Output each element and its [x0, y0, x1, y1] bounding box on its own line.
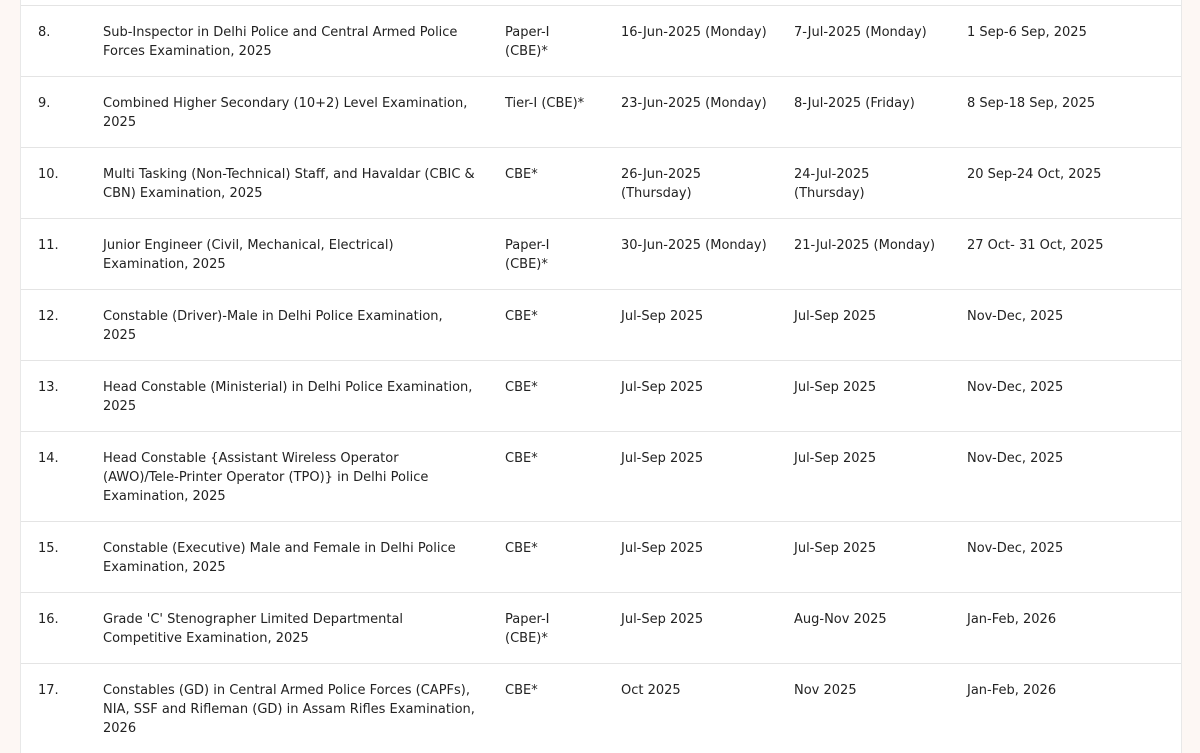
cell-exam-date: Nov-Dec, 2025 — [950, 290, 1181, 361]
cell-notice: 23-Jun-2025 (Monday) — [604, 77, 777, 148]
cell-notice: Jul-Sep 2025 — [604, 593, 777, 664]
cell-exam-date: 27 Oct- 31 Oct, 2025 — [950, 219, 1181, 290]
cell-closing: Jul-Sep 2025 — [777, 290, 950, 361]
cell-paper: CBE* — [488, 361, 604, 432]
cell-exam-date: Jan-Feb, 2026 — [950, 664, 1181, 753]
cell-exam-date: Nov-Dec, 2025 — [950, 361, 1181, 432]
cell-paper: CBE* — [488, 290, 604, 361]
table-row — [21, 361, 1181, 432]
table-row — [21, 664, 1181, 753]
cell-closing: Nov 2025 — [777, 664, 950, 753]
cell-exam-date: 8 Sep-18 Sep, 2025 — [950, 77, 1181, 148]
cell-no: 10. — [21, 148, 86, 219]
cell-paper: Tier-I (CBE)* — [488, 77, 604, 148]
cell-exam-date: Nov-Dec, 2025 — [950, 522, 1181, 593]
cell-paper: CBE* — [488, 664, 604, 753]
cell-notice: 30-Jun-2025 (Monday) — [604, 219, 777, 290]
cell-notice: 26-Jun-2025 (Thursday) — [604, 148, 777, 219]
cell-closing: Jul-Sep 2025 — [777, 361, 950, 432]
table-row — [21, 219, 1181, 290]
cell-exam-date: Jan-Feb, 2026 — [950, 593, 1181, 664]
cell-exam: Grade 'C' Stenographer Limited Departmental Competitive Examination, 2025 — [86, 593, 488, 664]
table-row — [21, 593, 1181, 664]
cell-closing: Jul-Sep 2025 — [777, 522, 950, 593]
cell-no: 12. — [21, 290, 86, 361]
cell-no: 15. — [21, 522, 86, 593]
cell-paper: Paper-I (CBE)* — [488, 593, 604, 664]
cell-no: 14. — [21, 432, 86, 522]
cell-exam: Constables (GD) in Central Armed Police Forces (CAPFs), NIA, SSF and Rifleman (GD) in Assam Rifles Examination, 2026 — [86, 664, 488, 753]
cell-paper: Paper-I (CBE)* — [488, 219, 604, 290]
cell-closing: 8-Jul-2025 (Friday) — [777, 77, 950, 148]
cell-exam: Combined Higher Secondary (10+2) Level Examination, 2025 — [86, 77, 488, 148]
cell-no: 8. — [21, 6, 86, 77]
cell-exam: Sub-Inspector in Delhi Police and Central Armed Police Forces Examination, 2025 — [86, 6, 488, 77]
cell-closing: Jul-Sep 2025 — [777, 432, 950, 522]
cell-no: 9. — [21, 77, 86, 148]
cell-notice: 16-Jun-2025 (Monday) — [604, 6, 777, 77]
cell-no: 13. — [21, 361, 86, 432]
table-row — [21, 77, 1181, 148]
cell-exam: Multi Tasking (Non-Technical) Staff, and Havaldar (CBIC & CBN) Examination, 2025 — [86, 148, 488, 219]
cell-notice: Oct 2025 — [604, 664, 777, 753]
cell-paper: CBE* — [488, 432, 604, 522]
table-row — [21, 148, 1181, 219]
cell-exam-date: 20 Sep-24 Oct, 2025 — [950, 148, 1181, 219]
cell-exam: Constable (Driver)-Male in Delhi Police Examination, 2025 — [86, 290, 488, 361]
cell-exam: Head Constable (Ministerial) in Delhi Police Examination, 2025 — [86, 361, 488, 432]
cell-paper: Paper-I (CBE)* — [488, 6, 604, 77]
cell-exam-date: Nov-Dec, 2025 — [950, 432, 1181, 522]
cell-closing: Aug-Nov 2025 — [777, 593, 950, 664]
cell-closing: 7-Jul-2025 (Monday) — [777, 6, 950, 77]
cell-notice: Jul-Sep 2025 — [604, 522, 777, 593]
cell-paper: CBE* — [488, 148, 604, 219]
cell-paper: CBE* — [488, 522, 604, 593]
cell-closing: 24-Jul-2025 (Thursday) — [777, 148, 950, 219]
cell-no: 16. — [21, 593, 86, 664]
cell-exam: Junior Engineer (Civil, Mechanical, Electrical) Examination, 2025 — [86, 219, 488, 290]
table-row — [21, 290, 1181, 361]
cell-notice: Jul-Sep 2025 — [604, 432, 777, 522]
cell-exam: Head Constable {Assistant Wireless Operator (AWO)/Tele-Printer Operator (TPO)} in Delhi Police Examination, 2025 — [86, 432, 488, 522]
cell-exam: Constable (Executive) Male and Female in Delhi Police Examination, 2025 — [86, 522, 488, 593]
cell-no: 17. — [21, 664, 86, 753]
cell-notice: Jul-Sep 2025 — [604, 290, 777, 361]
cell-notice: Jul-Sep 2025 — [604, 361, 777, 432]
cell-closing: 21-Jul-2025 (Monday) — [777, 219, 950, 290]
cell-exam-date: 1 Sep-6 Sep, 2025 — [950, 6, 1181, 77]
table-row — [21, 432, 1181, 522]
cell-no: 11. — [21, 219, 86, 290]
table-row — [21, 6, 1181, 77]
table-row — [21, 522, 1181, 593]
exam-schedule-table — [20, 0, 1182, 753]
